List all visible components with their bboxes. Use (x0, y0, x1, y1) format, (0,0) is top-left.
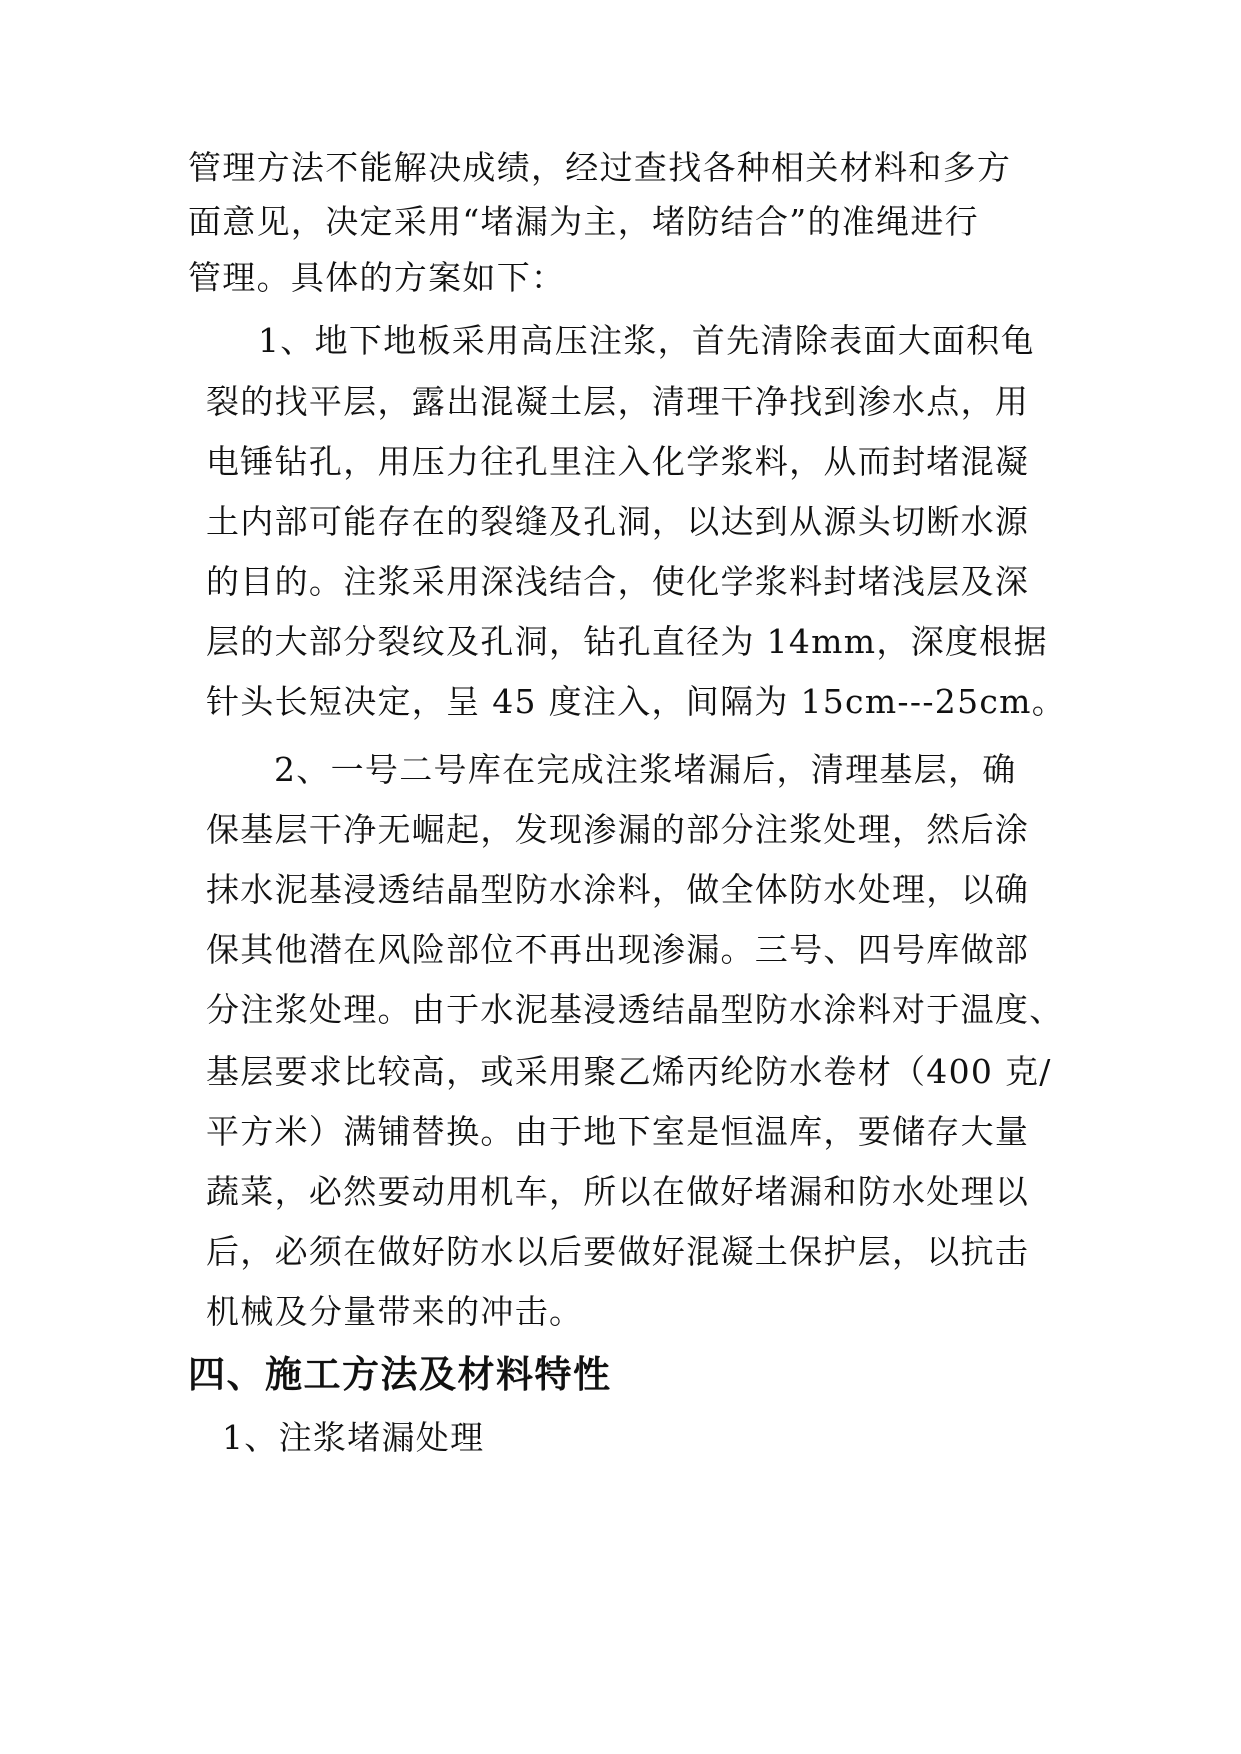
item2-line-8: 蔬菜，必然要动用机车，所以在做好堵漏和防水处理以 (206, 1172, 1030, 1211)
item2-line-4: 保其他潜在风险部位不再出现渗漏。三号、四号库做部 (206, 930, 1030, 969)
item1-line-7: 针头长短决定，呈 45 度注入，间隔为 15cm---25cm。 (206, 682, 1067, 721)
item1-line-4: 土内部可能存在的裂缝及孔洞，以达到从源头切断水源 (206, 502, 1030, 541)
item1-line-3: 电锤钻孔，用压力往孔里注入化学浆料，从而封堵混凝 (206, 442, 1030, 481)
item1-line-1: 1、地下地板采用高压注浆，首先清除表面大面积龟 (258, 321, 1035, 360)
item2-line-7: 平方米）满铺替换。由于地下室是恒温库，要储存大量 (206, 1112, 1030, 1151)
item2-line-3: 抹水泥基浸透结晶型防水涂料，做全体防水处理，以确 (206, 870, 1030, 909)
item2-line-5: 分注浆处理。由于水泥基浸透结晶型防水涂料对于温度、 (206, 990, 1064, 1029)
item2-line-10: 机械及分量带来的冲击。 (206, 1292, 584, 1331)
intro-line-3: 管理。具体的方案如下： (188, 258, 566, 297)
subsection-heading: 1、注浆堵漏处理 (222, 1418, 485, 1457)
section-heading: 四、施工方法及材料特性 (188, 1352, 612, 1396)
item2-line-2: 保基层干净无崛起，发现渗漏的部分注浆处理，然后涂 (206, 810, 1030, 849)
item1-line-5: 的目的。注浆采用深浅结合，使化学浆料封堵浅层及深 (206, 562, 1030, 601)
item2-line-9: 后，必须在做好防水以后要做好混凝土保护层，以抗击 (206, 1232, 1030, 1271)
item1-line-6: 层的大部分裂纹及孔洞，钻孔直径为 14mm，深度根据 (206, 622, 1048, 661)
intro-line-2: 面意见，决定采用“堵漏为主，堵防结合”的准绳进行 (188, 202, 979, 241)
item1-line-2: 裂的找平层，露出混凝土层，清理干净找到渗水点，用 (206, 382, 1030, 421)
item2-line-1: 2、一号二号库在完成注浆堵漏后，清理基层，确 (274, 750, 1017, 789)
intro-line-1: 管理方法不能解决成绩，经过查找各种相关材料和多方 (188, 148, 1012, 187)
item2-line-6: 基层要求比较高，或采用聚乙烯丙纶防水卷材（400 克/ (206, 1052, 1052, 1091)
